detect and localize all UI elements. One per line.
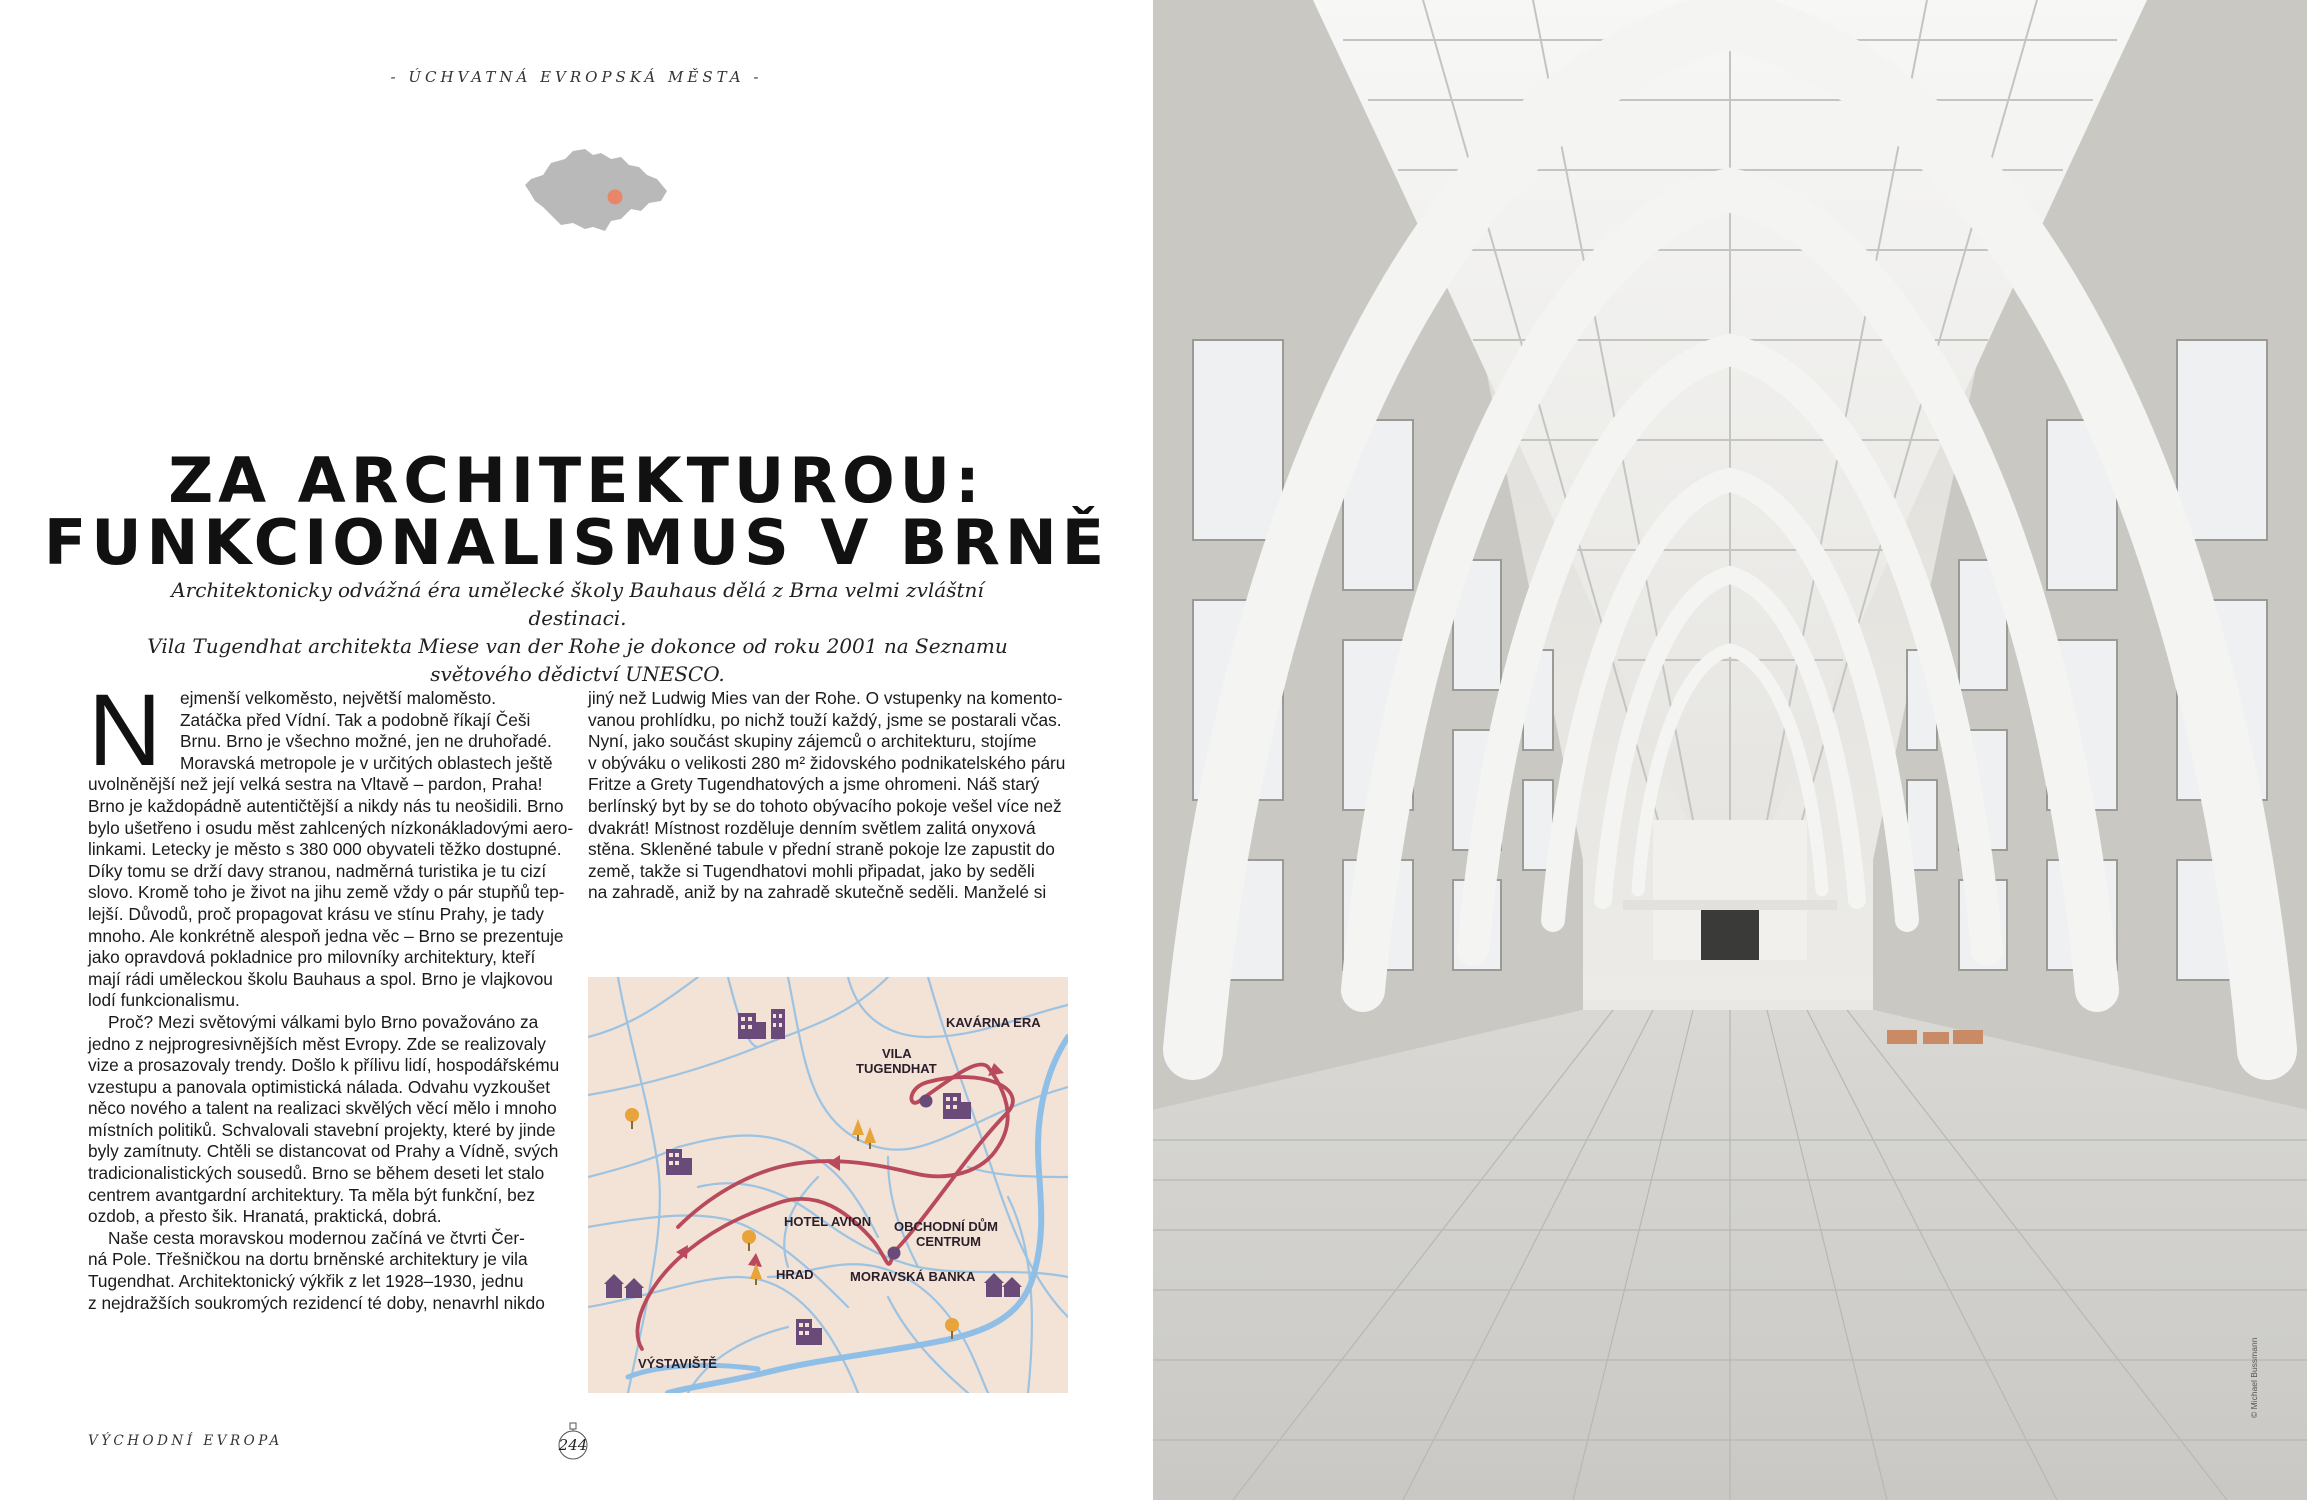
body-column-right xyxy=(588,688,1068,904)
map-label-tugendhat: TUGENDHAT xyxy=(856,1061,937,1076)
section-kicker: - ÚCHVATNÁ EVROPSKÁ MĚSTA - xyxy=(390,68,763,86)
body-text-line: jiný než Ludwig Mies van der Rohe. O vstupenky na komento- xyxy=(588,688,1063,708)
balcony xyxy=(1623,900,1837,910)
body-text-line: vanou prohlídku, po nichž touží každý, jsme se postarali včas. xyxy=(588,709,1062,730)
end-point xyxy=(888,1247,901,1260)
body-text-line: Moravská metropole je v určitých oblastech ještě xyxy=(180,752,553,773)
brno-marker xyxy=(608,190,623,205)
body-text-line: mnoho. Ale konkrétně alespoň jedna věc – Brno se prezentuje xyxy=(88,925,564,946)
page-title-line-1: ZA ARCHITEKTUROU: xyxy=(168,444,985,517)
left-page xyxy=(0,0,1153,1500)
drop-cap: N xyxy=(88,673,162,787)
body-text-line: něco nového a talent na realizaci skvělých věcí mělo i mnoho xyxy=(88,1098,557,1119)
body-text-line: uvolněnější než její velká sestra na Vltavě – pardon, Praha! xyxy=(88,774,543,795)
body-text-line: byly zamítnuty. Chtěli se distancovat od Prahy a Vídně, svých xyxy=(88,1141,559,1162)
body-text-line: Brnu. Brno je všechno možné, jen ne druhořadé. xyxy=(180,731,552,752)
body-text-line: vize a prosazovaly trendy. Došlo k přílivu lidí, hospodářskému xyxy=(88,1055,560,1076)
map-label-kavarna-era: KAVÁRNA ERA xyxy=(946,1015,1041,1030)
body-text-line: Díky tomu se drží davy stranou, nadměrná turistika je tu cizí xyxy=(88,860,547,881)
body-text-line: centrem avantgardní architektury. Ta měla být funkční, bez xyxy=(88,1184,535,1205)
right-page-photo xyxy=(1153,0,2307,1500)
body-text-line: lejší. Důvodů, proč propagovat krásu ve stínu Prahy, je tady xyxy=(88,903,544,924)
body-text-line: vzestupu a panovala optimistická nálada. Odvahu vyzkoušet xyxy=(88,1076,551,1097)
intro-lead xyxy=(120,576,1035,688)
map-label-hotel-avion: HOTEL AVION xyxy=(784,1214,872,1229)
body-text-line: Brno je každopádně autentičtější a nikdy nás tu neošidili. Brno xyxy=(88,795,564,816)
body-text-line: ná Pole. Třešničkou na dortu brněnské architektury je vila xyxy=(88,1249,528,1270)
route-map xyxy=(588,977,1068,1393)
page-title-line-2: FUNKCIONALISMUS V BRNĚ xyxy=(43,506,1110,579)
body-text-line: mají rádi uměleckou školu Bauhaus a spol. Brno je vlajkovou xyxy=(88,968,553,989)
body-text-line: Naše cesta moravskou modernou začíná ve čtvrti Čer- xyxy=(108,1227,525,1248)
body-text-line: jako opravdová pokladnice pro milovníky architektury, kteří xyxy=(88,947,536,968)
body-text-line: stěna. Skleněné tabule v přední straně pokoje lze zapustit do xyxy=(588,839,1055,860)
body-text-line: místních politiků. Schvalovali stavební projekty, které by jinde xyxy=(88,1119,556,1140)
body-text-line: země, takže si Tugendhatovi mohli připadat, jako by seděli xyxy=(588,860,1035,881)
body-text-line: Zatáčka před Vídní. Tak a podobně říkají Češi xyxy=(180,709,531,730)
map-label-hrad: HRAD xyxy=(776,1267,814,1282)
body-text-line: ozdob, a přesto šik. Hranatá, praktická, dobrá. xyxy=(88,1206,442,1227)
body-text-line: dvakrát! Místnost rozděluje denním světlem zalitá onyxová xyxy=(588,817,1036,838)
body-text-line: tradicionalistických sousedů. Brno se během deseti let stalo xyxy=(88,1163,545,1184)
map-label-vystaviste: VÝSTAVIŠTĚ xyxy=(638,1356,717,1371)
intro-line: Vila Tugendhat architekta Miese van der Rohe je dokonce od roku 2001 na Seznamu xyxy=(147,634,1008,658)
building-icon xyxy=(771,1009,785,1039)
page-number: 244 xyxy=(558,1436,588,1454)
country-shape xyxy=(525,149,667,231)
photo-credit: © Michael Bussmann xyxy=(2249,1337,2259,1418)
body-text-line: Nyní, jako součást skupiny zájemců o architekturu, stojíme xyxy=(588,731,1037,752)
body-column-left xyxy=(88,688,574,1314)
body-text-line: linkami. Letecky je město s 380 000 obyvateli těžko dostupné. xyxy=(88,839,562,860)
pallets xyxy=(1887,1030,1983,1044)
body-text-line: v obýváku o velikosti 280 m² židovského podnikatelského páru xyxy=(588,752,1066,773)
body-text-line: lodí funkcionalismu. xyxy=(88,990,240,1011)
czech-republic-map-icon xyxy=(521,145,671,237)
map-label-moravska-banka: MORAVSKÁ BANKA xyxy=(850,1269,976,1284)
body-text-line: berlínský byt by se do tohoto obývacího pokoje vešel více než xyxy=(588,795,1062,816)
footer-section-name: VÝCHODNÍ EVROPA xyxy=(88,1433,283,1449)
map-label-vila: VILA xyxy=(882,1046,912,1061)
body-text-line: na zahradě, aniž by na zahradě skutečně seděli. Manželé si xyxy=(588,882,1047,903)
body-text-line: Proč? Mezi světovými válkami bylo Brno považováno za xyxy=(108,1011,539,1032)
body-text-line: Tugendhat. Architektonický výkřik z let 1928–1930, jednu xyxy=(88,1271,524,1292)
body-text-line: z nejdražších soukromých rezidencí té doby, nenavrhl nikdo xyxy=(88,1292,545,1313)
map-label-obchodni-dum: OBCHODNÍ DŮM xyxy=(894,1219,998,1234)
body-text-line: Fritze a Grety Tugendhatových a jsme ohromeni. Náš starý xyxy=(588,774,1040,795)
exhibition-hall-photo xyxy=(1153,0,2307,1500)
body-text-line: bylo ušetřeno i osudu měst zahlcených nízkonákladovými aero- xyxy=(88,817,574,838)
intro-line: světového dědictví UNESCO. xyxy=(430,662,725,686)
body-text-line: jedno z nejprogresivnějších měst Evropy. Zde se realizovaly xyxy=(88,1033,546,1054)
body-text-line: slovo. Kromě toho je život na jihu země vždy o pár stupňů tep- xyxy=(88,882,565,903)
start-point xyxy=(920,1095,933,1108)
page-number-badge xyxy=(555,1417,591,1461)
intro-line: Architektonicky odvážná éra umělecké školy Bauhaus dělá z Brna velmi zvláštní destinaci. xyxy=(171,578,984,630)
map-label-centrum: CENTRUM xyxy=(916,1234,981,1249)
body-text-line: ejmenší velkoměsto, největší maloměsto. xyxy=(180,688,496,708)
